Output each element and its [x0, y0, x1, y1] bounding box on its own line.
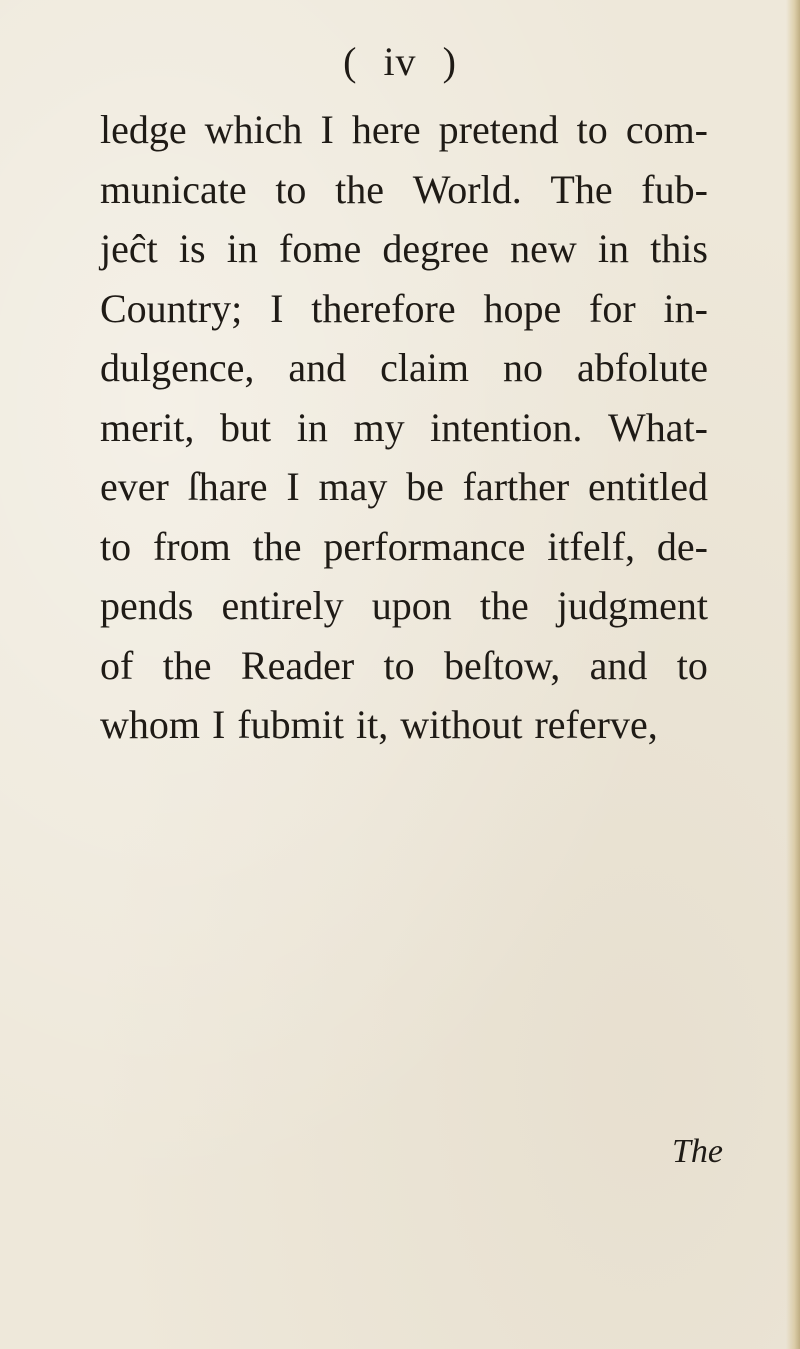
- word: this: [650, 226, 708, 271]
- text-line: [100, 576, 708, 636]
- word: for: [589, 285, 636, 331]
- text-line: [100, 457, 708, 517]
- text-line: [100, 338, 708, 398]
- word: Country;: [100, 285, 243, 331]
- word: from: [152, 523, 231, 569]
- word: the: [252, 523, 302, 569]
- body-text: [100, 100, 708, 755]
- header-open-paren: (: [343, 39, 358, 84]
- word: degree: [382, 226, 489, 271]
- text-line: [100, 160, 708, 220]
- word: is: [178, 226, 206, 271]
- word: fub-: [641, 166, 708, 212]
- text-line: [100, 517, 708, 577]
- word: which: [204, 107, 303, 152]
- word: of: [100, 642, 134, 688]
- word: jeĉt: [100, 226, 158, 271]
- word: to: [275, 166, 307, 212]
- word: World.: [412, 166, 522, 212]
- word: in: [226, 226, 258, 271]
- word: the: [162, 642, 212, 688]
- text-line: [100, 636, 708, 696]
- word: to: [676, 642, 708, 688]
- word: ledge: [100, 107, 187, 152]
- word: de-: [656, 523, 708, 569]
- word: Reader: [240, 642, 355, 688]
- word: com-: [625, 107, 708, 152]
- text-line: [100, 219, 708, 279]
- word: the: [335, 166, 385, 212]
- word: my: [353, 404, 405, 450]
- word: entirely: [221, 583, 344, 628]
- text-line: [100, 279, 708, 339]
- word: claim: [380, 345, 469, 390]
- word: upon: [371, 583, 452, 628]
- text-line: [100, 695, 708, 755]
- word: ſhare: [187, 464, 268, 509]
- word: I: [320, 107, 334, 152]
- word: the: [479, 583, 529, 628]
- word: therefore: [311, 285, 456, 331]
- page-header: [0, 38, 800, 85]
- word: to: [576, 107, 608, 152]
- word: municate: [100, 166, 247, 212]
- word: no: [502, 345, 543, 390]
- page-number: iv: [383, 39, 417, 84]
- word: to: [383, 642, 415, 688]
- word: I: [212, 702, 226, 747]
- word: dulgence,: [100, 345, 255, 390]
- word: but: [220, 404, 272, 450]
- word: without: [400, 702, 523, 747]
- text-line: [100, 398, 708, 458]
- word: I: [270, 285, 284, 331]
- word: hope: [483, 285, 562, 331]
- word: referve,: [534, 702, 658, 747]
- word: in-: [663, 285, 708, 331]
- word: it,: [356, 702, 389, 747]
- word: fome: [279, 226, 362, 271]
- word: and: [288, 345, 347, 390]
- word: entitled: [588, 464, 708, 509]
- word: itfelf,: [547, 523, 636, 569]
- word: new: [510, 226, 577, 271]
- word: pends: [100, 583, 194, 628]
- word: and: [589, 642, 648, 688]
- word: pretend: [438, 107, 559, 152]
- header-close-paren: ): [442, 39, 457, 84]
- word: I: [286, 464, 300, 509]
- word: merit,: [100, 404, 195, 450]
- word: to: [100, 523, 132, 569]
- word: The: [550, 166, 613, 212]
- word: may: [318, 464, 388, 509]
- word: fubmit: [237, 702, 344, 747]
- word: intention.: [430, 404, 583, 450]
- word: What-: [607, 404, 708, 450]
- page-edge: [786, 0, 800, 1349]
- catchword: The: [672, 1133, 723, 1170]
- word: judgment: [556, 583, 708, 628]
- word: beſtow,: [444, 642, 561, 688]
- word: whom: [100, 702, 200, 747]
- word: in: [597, 226, 630, 271]
- word: be: [406, 464, 444, 509]
- word: farther: [462, 464, 570, 509]
- text-line: [100, 100, 708, 160]
- word: abfolute: [576, 345, 708, 390]
- word: performance: [323, 523, 526, 569]
- word: in: [296, 404, 328, 450]
- word: ever: [100, 464, 169, 509]
- word: here: [351, 107, 421, 152]
